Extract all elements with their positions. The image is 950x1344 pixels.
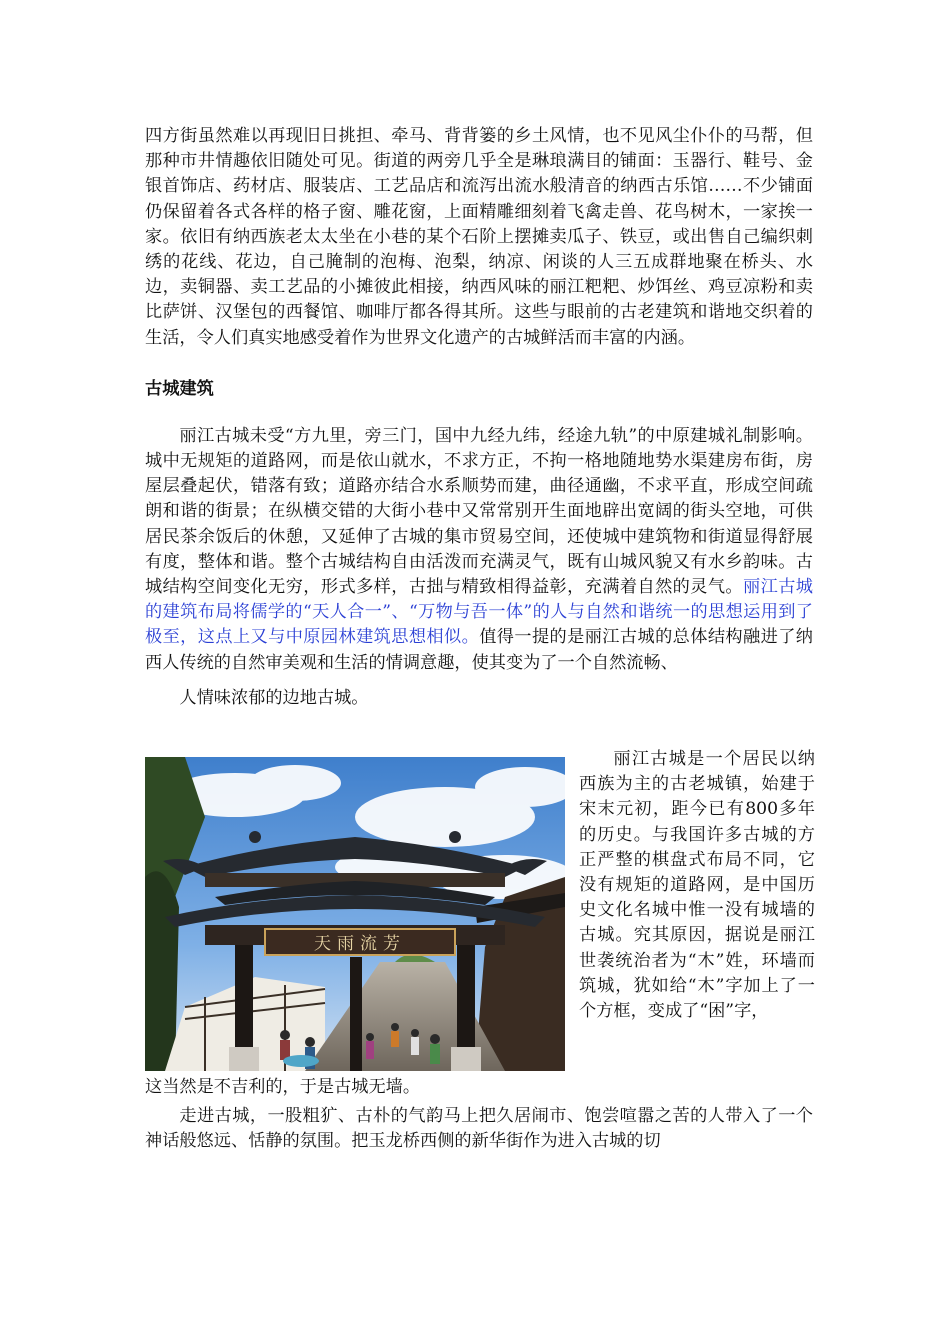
architecture-text-1: 丽江古城未受“方九里，旁三门，国中九经九纬，经途九轨”的中原建城礼制影响。城中无规矩的道路网，而是依山就水，不求方正，不拘一格地随地势水渠建房布街，房屋层叠起伏，错落有致；道路亦结合水系顺势而建，曲径通幽，不求平直，形成空间疏朗和谐的街景；在纵横交错的大街小巷中又常常别开生面地辟出宽阔的街头空地，可供居民茶余饭后的休憩，又延伸了古城的集市贸易空间，还使城中建筑物和街道显得舒展有度，整体和谐。整个古城结构自由活泼而充满灵气，既有山城风貌又有水乡韵味。古城结构空间变化无穷，形式多样，古拙与精致相得益彰，充满着自然的灵气。 bbox=[145, 425, 813, 598]
document-body bbox=[145, 124, 813, 1154]
figure-with-wrapped-text bbox=[145, 749, 815, 1102]
architecture-text-2: 值得一提的是丽江古城的总体结构融进了纳西人传统的自然审美观和生活的情调意趣，使其变为了一个自然流畅、 bbox=[145, 627, 813, 673]
paragraph-sifang-street: 四方街虽然难以再现旧日挑担、牵马、背背篓的乡土风情，也不见风尘仆仆的马帮，但那种市井情趣依旧随处可见。街道的两旁几乎全是琳琅满目的铺面：玉器行、鞋号、金银首饰店、药材店、服装店、工艺品店和流泻出流水般清音的纳西古乐馆……不少铺面仍保留着各式各样的格子窗、雕花窗，上面精雕细刻着飞禽走兽、花鸟树木，一家挨一家。依旧有纳西族老太太坐在小巷的某个石阶上摆摊卖瓜子、铁豆，或出售自己编织刺绣的花线、花边，自己腌制的泡梅、泡梨，纳凉、闲谈的人三五成群地聚在桥头、水边，卖铜器、卖工艺品的小摊彼此相接，纳西风味的丽江粑粑、炒饵丝、鸡豆凉粉和卖比萨饼、汉堡包的西餐馆、咖啡厅都各得其所。这些与眼前的古老建筑和谐地交织着的生活，令人们真实地感受着作为世界文化遗产的古城鲜活而丰富的内涵。 bbox=[145, 126, 813, 348]
paragraph-architecture bbox=[145, 424, 813, 711]
highlighted-text-link[interactable]: 丽江古城的建筑布局将儒学的“天人合一”、“万物与吾一体”的人与自然和谐统一的思想运用到了极至，这点上又与中原园林建筑思想相似。 bbox=[145, 577, 813, 648]
gate-sign-text: 天雨流芳 bbox=[314, 934, 406, 955]
wrapped-side-paragraph: 丽江古城是一个居民以纳西族为主的古老城镇，始建于宋末元初，距今已有800多年的历史。与我国许多古城的方正严整的棋盘式布局不同，它没有规矩的道路网，是中国历史文化名城中惟一没有城墙的古城。究其原因，据说是丽江世袭统治者为“木”姓，环墙而筑城，犹如给“木”字加上了一个方框，变成了“困”字， bbox=[579, 749, 815, 1022]
wrapped-paragraph-tail: 这当然是不吉利的，于是古城无墙。 bbox=[145, 1077, 421, 1098]
ancient-town-gate-photo bbox=[145, 757, 565, 1071]
section-heading: 古城建筑 bbox=[145, 378, 214, 399]
architecture-text-3: 人情味浓郁的边地古城。 bbox=[179, 687, 369, 708]
paragraph-entering-town: 走进古城，一股粗犷、古朴的气韵马上把久居闹市、饱尝喧嚣之苦的人带入了一个神话般悠远、恬静的氛围。把玉龙桥西侧的新华街作为进入古城的切 bbox=[145, 1106, 813, 1152]
gate-photo-illustration bbox=[145, 757, 565, 1071]
